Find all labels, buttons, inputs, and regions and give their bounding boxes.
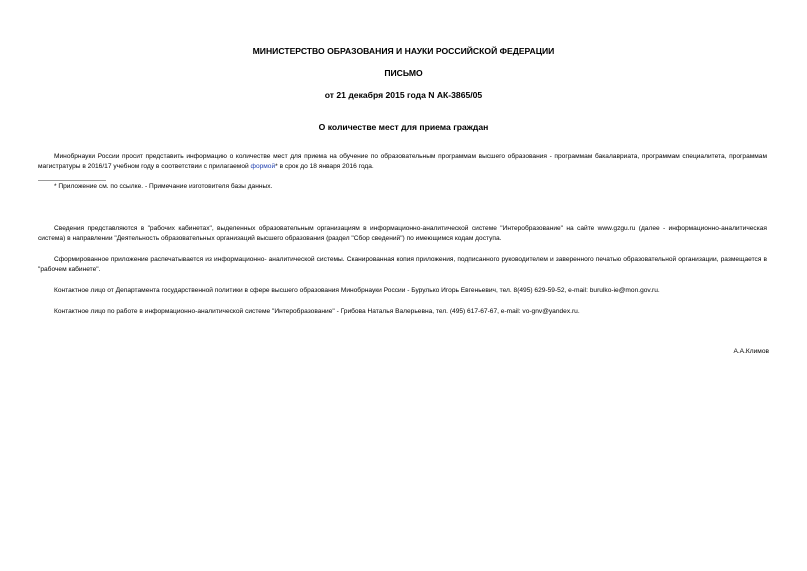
footnote: * Приложение см. по ссылке. - Примечание изготовителя базы данных. xyxy=(54,183,273,190)
form-link[interactable]: формой xyxy=(250,162,276,170)
paragraph-contact-system: Контактное лицо по работе в информационно-аналитической системе "Интеробразование" - Грибова Наталья Валерьевна, тел. (495) 617-67-67, e-mail: vo-gnv@yandex.ru. xyxy=(54,308,580,315)
paragraph-contact-department: Контактное лицо от Департамента государственной политики в сфере высшего образования Минобрнауки России - Бурулько Игорь Евгеньевич, тел. 8(495) 629-59-52, e-mail: burulko-ie@mon.gov.ru. xyxy=(54,287,660,294)
paragraph-submission: Сведения представляются в "рабочих кабинетах", выделенных образовательным организациям в информационно-аналитической системе "Интеробразование" на сайте www.gzgu.ru (далее - информационно-аналитическая система) в направлении "Деятельность образовательных организаций высшего образования (раздел "Сбор сведений") по имеющимся кодам доступа. xyxy=(38,225,767,242)
paragraph-request xyxy=(38,152,767,172)
signature: А.А.Климов xyxy=(733,348,769,355)
footnote-divider xyxy=(38,180,106,181)
document-date-number: от 21 декабря 2015 года N АК-3865/05 xyxy=(324,90,483,100)
ministry-heading: МИНИСТЕРСТВО ОБРАЗОВАНИЯ И НАУКИ РОССИЙСКОЙ ФЕДЕРАЦИИ xyxy=(252,46,555,56)
paragraph-request-tail: * в срок до 18 января 2016 года. xyxy=(275,162,374,170)
document-type-heading: ПИСЬМО xyxy=(384,68,423,78)
document-subject: О количестве мест для приема граждан xyxy=(318,122,489,132)
paragraph-printout: Сформированное приложение распечатывается из информационно- аналитической системы. Сканированная копия приложения, подписанного руководителем и заверенного печатью образовательной организации, размещается в "рабочем кабинете". xyxy=(38,256,767,273)
paragraph-request-text: Минобрнауки России просит представить информацию о количестве мест для приема на обучение по образовательным программам высшего образования - программам бакалавриата, программам специалитета, программам магистратуры в 2016/17 учебном году в соответствии с прилагаемой xyxy=(38,153,767,170)
